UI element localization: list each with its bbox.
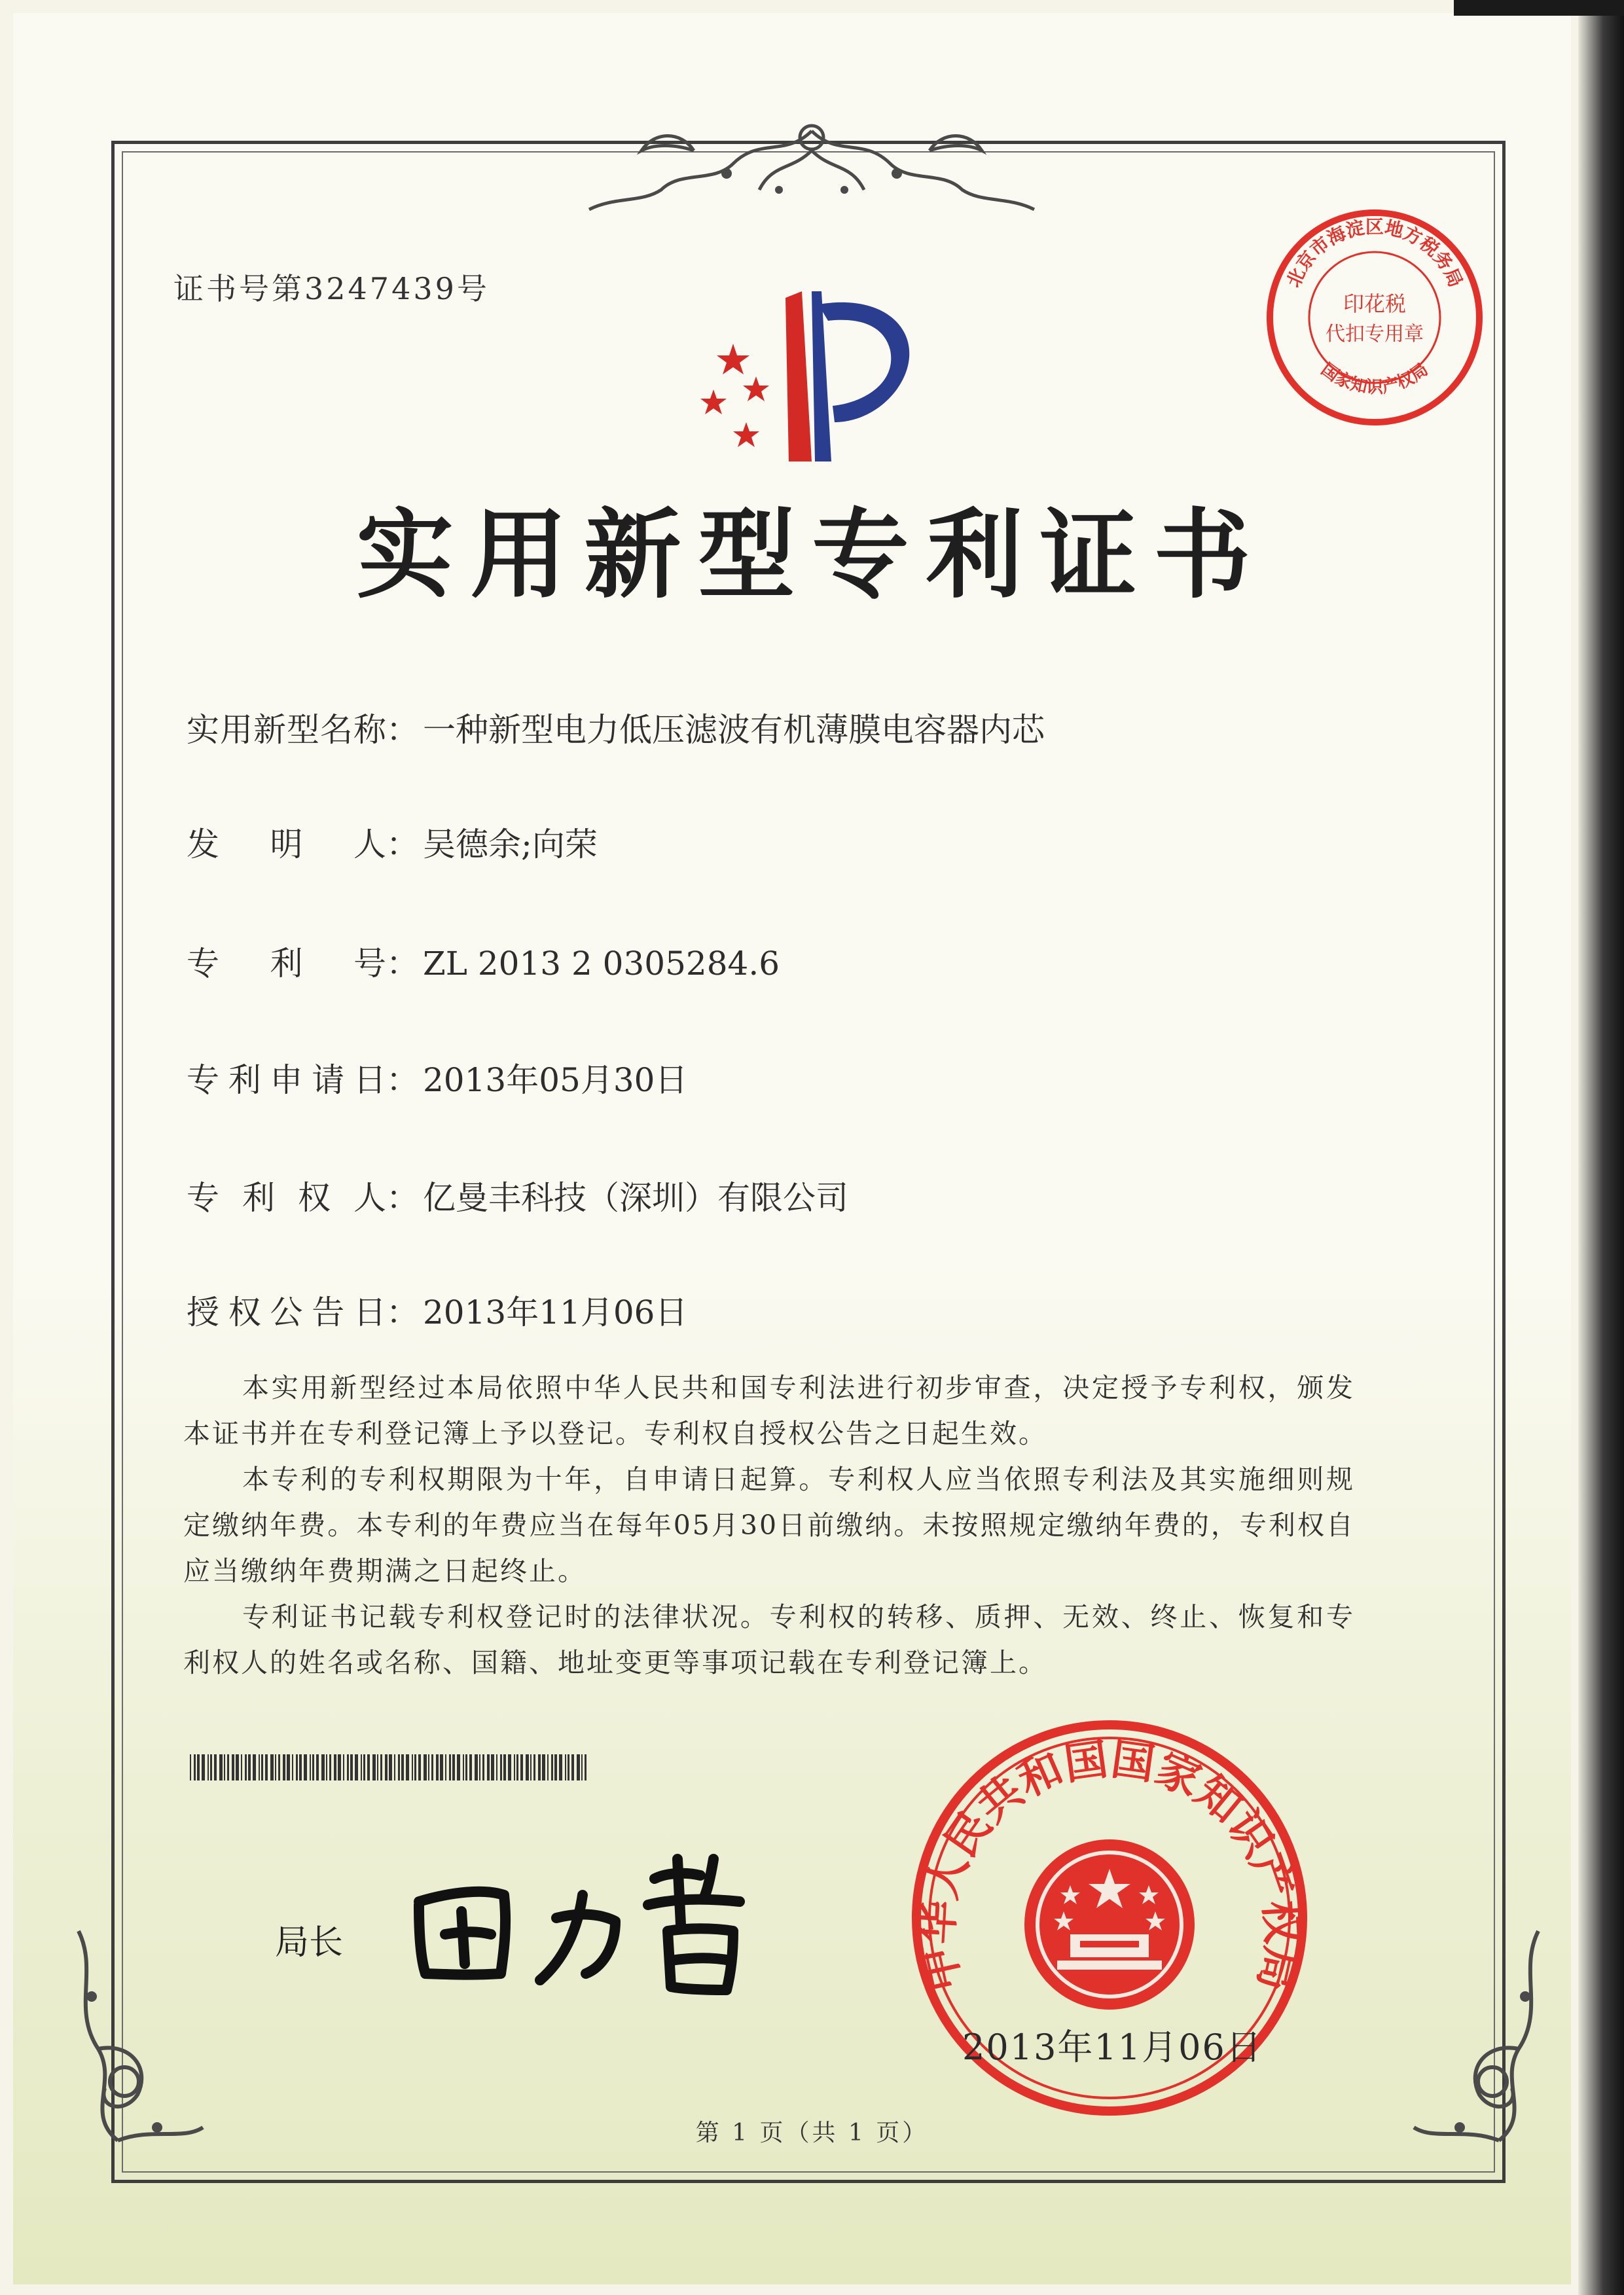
svg-text:代扣专用章: 代扣专用章: [1326, 323, 1424, 346]
field-patent-number: 专利号： ZL 2013 2 0305284.6: [187, 937, 780, 985]
field-label: 专利申请日: [187, 1061, 386, 1099]
certificate-number: 证书号第3247439号: [173, 271, 490, 306]
field-label: 专利号: [187, 945, 386, 983]
field-value: 吴德余;向荣: [423, 825, 598, 863]
field-inventor: 发明人： 吴德余;向荣: [187, 818, 598, 865]
field-patentee: 专利权人： 亿曼丰科技（深圳）有限公司: [187, 1172, 848, 1219]
top-ornament: [563, 111, 1060, 216]
body-paragraph-1: 本实用新型经过本局依照中华人民共和国专利法进行初步审查，决定授予专利权，颁发本证书并在专利登记簿上予以登记。专利权自授权公告之日起生效。: [183, 1372, 1355, 1449]
field-label: 专利权人: [187, 1179, 386, 1217]
seal-date: 2013年11月06日: [962, 2027, 1263, 2068]
svg-text:中华人民共和国国家知识产权局: 中华人民共和国国家知识产权局: [911, 1733, 1308, 1996]
director-label: 局长: [275, 1923, 344, 1962]
field-label: 授权公告日: [187, 1293, 386, 1331]
field-value: 2013年05月30日: [423, 1061, 688, 1099]
certificate-body: [183, 1365, 1355, 1686]
national-emblem-icon: [1024, 1839, 1195, 2010]
body-paragraph-3: 专利证书记载专利权登记时的法律状况。专利权的转移、质押、无效、终止、恢复和专利权人的姓名或名称、国籍、地址变更等事项记载在专利登记簿上。: [183, 1601, 1355, 1678]
field-label: 发明人: [187, 825, 386, 863]
body-paragraph-2: 本专利的专利权期限为十年，自申请日起算。专利权人应当依照专利法及其实施细则规定缴纳年费。本专利的年费应当在每年05月30日前缴纳。未按照规定缴纳年费的，专利权自应当缴纳年费期满之日起终止。: [183, 1464, 1355, 1587]
svg-text:北京市海淀区地方税务局: 北京市海淀区地方税务局: [1282, 215, 1467, 291]
svg-text:国家知识产权局: 国家知识产权局: [1317, 359, 1432, 397]
field-application-date: 专利申请日： 2013年05月30日: [187, 1054, 688, 1101]
page-edge-shadow: [1578, 0, 1624, 2295]
field-utility-model-name: 实用新型名称： 一种新型电力低压滤波有机薄膜电容器内芯: [187, 704, 1045, 751]
field-label: 实用新型名称: [187, 711, 386, 749]
tax-stamp-seal: [1260, 203, 1489, 432]
page-corner-shadow: [1454, 0, 1624, 16]
field-value: ZL 2013 2 0305284.6: [423, 945, 780, 983]
barcode: [190, 1754, 589, 1780]
patent-office-logo-icon: [681, 265, 956, 468]
field-value: 一种新型电力低压滤波有机薄膜电容器内芯: [423, 711, 1045, 749]
field-value: 亿曼丰科技（深圳）有限公司: [423, 1179, 848, 1217]
page-title: 实用新型专利证书: [356, 499, 1268, 611]
page-number: 第 1 页（共 1 页）: [695, 2120, 929, 2146]
field-grant-date: 授权公告日： 2013年11月06日: [187, 1286, 688, 1333]
svg-text:印花税: 印花税: [1343, 291, 1407, 316]
field-value: 2013年11月06日: [423, 1293, 688, 1331]
director-signature: [406, 1833, 772, 2010]
